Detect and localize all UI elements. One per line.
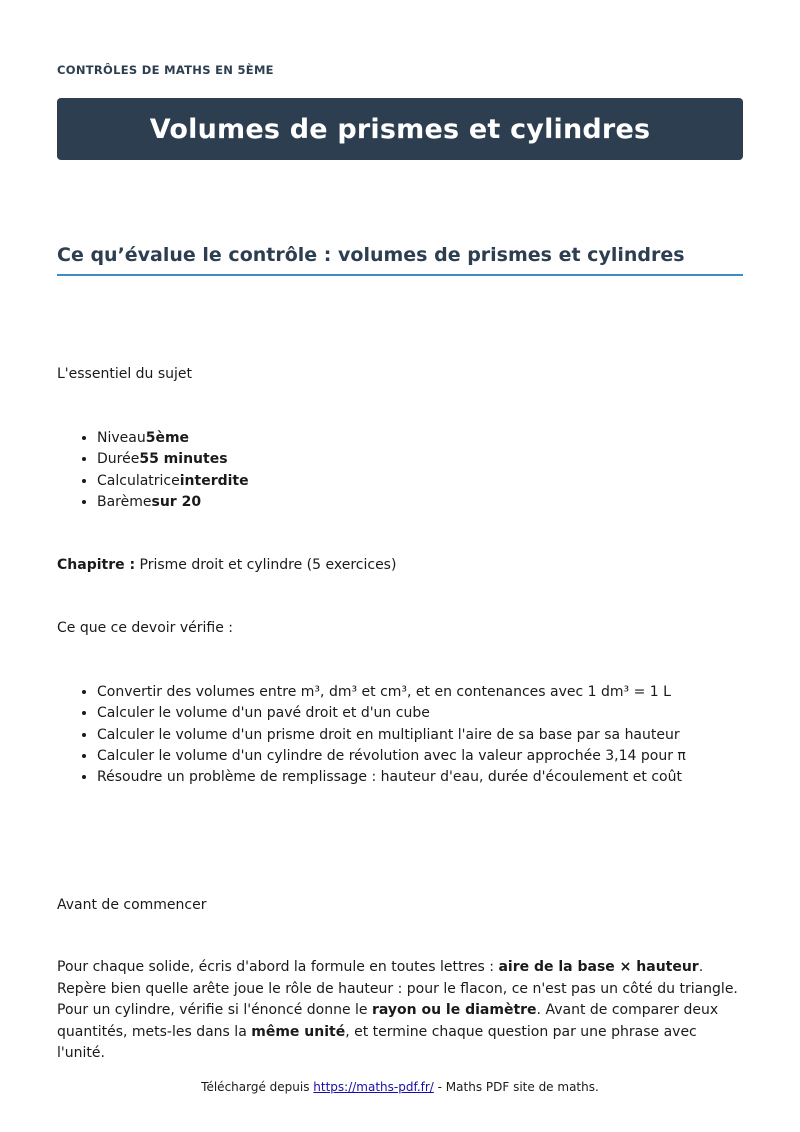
list-item: • Résoudre un problème de remplissage : hauteur d'eau, durée d'écoulement et coût	[97, 767, 686, 788]
chapitre-line	[57, 555, 396, 577]
verifie-list	[57, 682, 686, 788]
list-item: • Calculer le volume d'un cylindre de révolution avec la valeur approchée 3,14 pour π	[97, 746, 686, 767]
avant-paragraph: Pour chaque solide, écris d'abord la formule en toutes lettres : aire de la base × hauteur. Repère bien quelle arête joue le rôle de hauteur : pour le flacon, ce n'est pas un côté du triangle. Pour un cylindre, vérifie si l'énoncé donne le rayon ou le diamètre. Avant de comparer deux quantités, mets-les dans la même unité, et termine chaque question par une phrase avec l'unité.	[57, 959, 738, 1061]
list-item: • Calculer le volume d'un prisme droit en multipliant l'aire de sa base par sa hauteur	[97, 725, 686, 746]
verifie-heading: Ce que ce devoir vérifie :	[57, 620, 234, 636]
list-item: • Calculatriceinterdite	[97, 471, 249, 492]
section-title: Ce qu’évalue le contrôle : volumes de prismes et cylindres	[57, 244, 743, 276]
footer: Téléchargé depuis https://maths-pdf.fr/ - Maths PDF site de maths.	[201, 1080, 599, 1094]
list-item: • Calculer le volume d'un pavé droit et d'un cube	[97, 703, 686, 724]
chapitre-label: Chapitre :	[57, 557, 136, 573]
source-link[interactable]: https://maths-pdf.fr/	[313, 1080, 434, 1094]
list-item: • Barèmesur 20	[97, 492, 249, 513]
page-title: Volumes de prismes et cylindres	[149, 113, 651, 145]
page-kicker: CONTRÔLES DE MATHS EN 5ÈME	[57, 63, 274, 77]
list-item: • Niveau5ème	[97, 428, 249, 449]
chapitre-text: Prisme droit et cylindre (5 exercices)	[135, 557, 397, 573]
avant-heading: Avant de commencer	[57, 897, 207, 913]
essentiel-heading: L'essentiel du sujet	[57, 366, 193, 382]
list-item: • Convertir des volumes entre m³, dm³ et cm³, et en contenances avec 1 dm³ = 1 L	[97, 682, 686, 703]
essentiel-list	[57, 428, 249, 513]
list-item: • Durée55 minutes	[97, 449, 249, 470]
title-banner	[57, 98, 743, 160]
